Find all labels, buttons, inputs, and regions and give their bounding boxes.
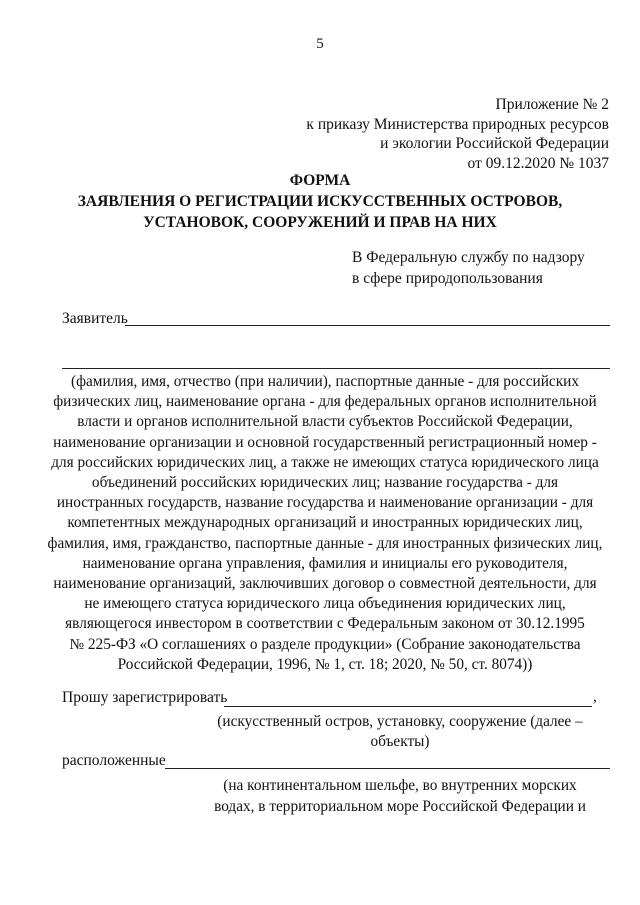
note-line: власти и органов исполнительной власти субъектов Российской Федерации, (77, 413, 573, 431)
note-line: № 225-ФЗ «О соглашениях о разделе продукции» (Собрание законодательства (69, 635, 581, 653)
request-note-line: объекты) (370, 733, 430, 750)
applicant-label: Заявитель (62, 310, 128, 327)
note-line: не имеющего статуса юридического лица объединения юридических лиц, (84, 595, 566, 613)
annex-line: Приложение № 2 (495, 96, 609, 113)
addressee-line: В Федеральную службу по надзору (352, 249, 585, 266)
addressee-line: в сфере природопользования (352, 270, 543, 287)
request-label: Прошу зарегистрировать (62, 689, 228, 706)
located-field-line[interactable] (165, 768, 610, 769)
note-line: наименование органа управления, фамилия и инициалы его руководителя, (82, 554, 568, 572)
note-line: объединений российских юридических лиц; название государства - для (91, 474, 559, 492)
note-line: физических лиц, наименование органа - для федеральных органов исполнительной (53, 393, 597, 411)
title-line: УСТАНОВОК, СООРУЖЕНИЙ И ПРАВ НА НИХ (143, 214, 497, 231)
title-line: ФОРМА (289, 172, 351, 189)
note-line: иностранных государств, название государства и наименование организации - для (56, 494, 594, 512)
annex-line: и экологии Российской Федерации (380, 135, 609, 152)
note-line: наименование организации и основной государственный регистрационный номер - (53, 433, 597, 451)
annex-line: от 09.12.2020 № 1037 (467, 154, 609, 172)
title-line: ЗАЯВЛЕНИЯ О РЕГИСТРАЦИИ ИСКУССТВЕННЫХ ОСТРОВОВ, (77, 193, 563, 210)
applicant-field-line-2[interactable] (62, 368, 610, 369)
note-line: Российской Федерации, 1996, № 1, ст. 18; 2020, № 50, ст. 8074)) (117, 655, 533, 673)
request-comma: , (593, 688, 597, 705)
request-note-line: (искусственный остров, установку, сооружение (далее – (217, 713, 583, 730)
located-note-line: (на континентальном шельфе, во внутренних морских (223, 777, 577, 794)
note-line: фамилия, имя, гражданство, паспортные данные - для иностранных физических лиц, (47, 534, 603, 552)
located-note-line: водах, в территориальном море Российской Федерации и (214, 798, 586, 815)
page-number: 5 (316, 36, 324, 52)
form-title (0, 170, 640, 233)
request-field-line[interactable] (224, 706, 592, 707)
applicant-field-line-1[interactable] (125, 325, 610, 326)
note-line: наименование организаций, заключивших договор о совместной деятельности, для (53, 575, 597, 593)
note-line: являющегося инвестором в соответствии с Федеральным законом от 30.12.1995 (65, 615, 585, 633)
note-line: компетентных международных организаций и иностранных юридических лиц, (67, 514, 583, 532)
addressee-block (352, 247, 585, 289)
applicant-note (40, 372, 610, 675)
note-line: (фамилия, имя, отчество (при наличии), паспортные данные - для российских (71, 373, 579, 390)
request-note (190, 712, 610, 752)
located-note (190, 775, 610, 817)
annex-line: к приказу Министерства природных ресурсов (306, 115, 609, 133)
note-line: для российских юридических лиц, а также не имеющих статуса юридического лица (51, 453, 599, 471)
located-label: расположенные (62, 752, 166, 769)
annex-block (306, 95, 609, 173)
